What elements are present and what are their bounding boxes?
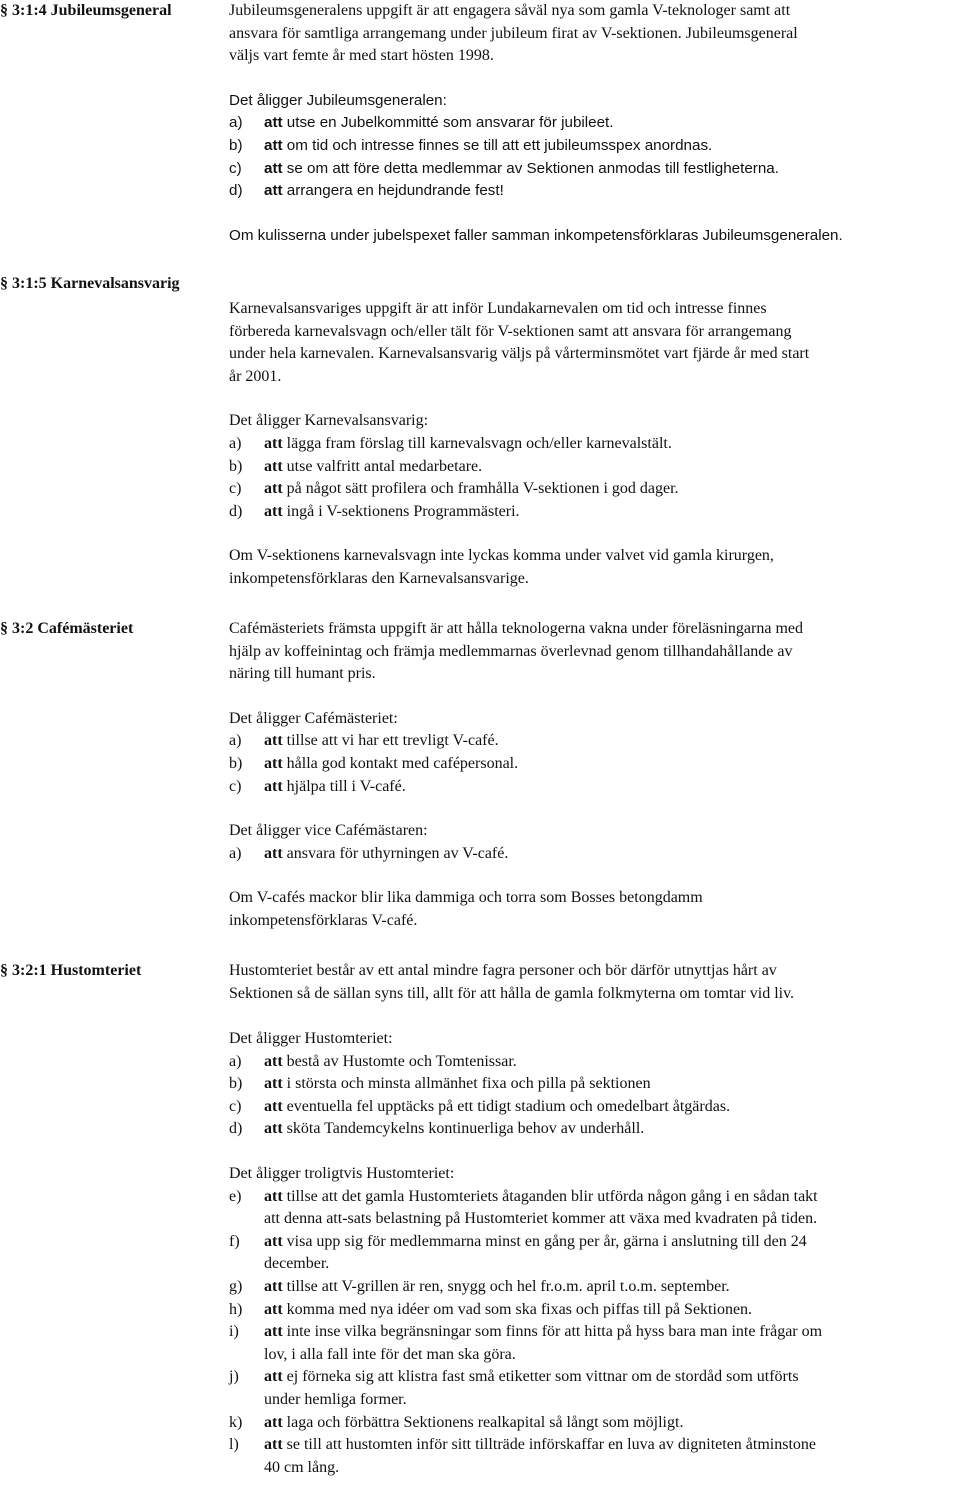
- section-heading: § 3:2:1 Hustomteriet: [0, 962, 142, 979]
- closing-line: Om V-sektionens karnevalsvagn inte lyckas komma under valvet vid gamla kirurgen,: [229, 547, 774, 565]
- list-item: c) att eventuella fel upptäcks på ett tidigt stadium och omedelbart åtgärdas.: [229, 1097, 731, 1115]
- list-item: c) att hjälpa till i V-café.: [229, 777, 406, 795]
- duties-title: Det åligger Cafémästeriet:: [229, 709, 398, 727]
- list-item: a) att lägga fram förslag till karnevalsvagn och/eller karnevalstält.: [229, 434, 672, 452]
- list-item: k) att laga och förbättra Sektionens realkapital så långt som möjligt.: [229, 1413, 684, 1431]
- intro-line: år 2001.: [229, 367, 282, 385]
- closing-text: Om kulisserna under jubelspexet faller samman inkompetensförklaras Jubileumsgeneralen.: [229, 226, 843, 244]
- section-body: [229, 960, 954, 1005]
- section-heading: § 3:1:5 Karnevalsansvarig: [0, 275, 180, 292]
- list-item: b) att i största och minsta allmänhet fixa och pilla på sektionen: [229, 1075, 651, 1093]
- list-item: b) att hålla god kontakt med cafépersonal.: [229, 754, 519, 772]
- list-item: j) att ej förneka sig att klistra fast små etiketter som vittnar om de stordåd som utförts under hemliga former.: [229, 1368, 799, 1408]
- intro-line: näring till humant pris.: [229, 665, 376, 683]
- intro-line: hjälp av koffeinintag och främja medlemmarnas överlevnad genom tillhandahållande av: [229, 642, 793, 660]
- section-body: [229, 0, 954, 247]
- section-body: [229, 618, 954, 933]
- section-heading: § 3:2 Cafémästeriet: [0, 620, 134, 637]
- list-item: l) att se till att hustomten inför sitt tillträde införskaffar en luva av digniteten åtminstone 40 cm lång.: [229, 1436, 817, 1476]
- closing-line: inkompetensförklaras V-café.: [229, 911, 418, 929]
- vice-duties-title: Det åligger vice Cafémästaren:: [229, 822, 428, 840]
- intro-line: förbereda karnevalsvagn och/eller tält för V-sektionen samt att ansvara för arrangemang: [229, 322, 792, 340]
- list-item: d) att arrangera en hejdundrande fest!: [229, 182, 504, 200]
- probable-duties-title: Det åligger troligtvis Hustomteriet:: [229, 1164, 455, 1182]
- list-item: a) att tillse att vi har ett trevligt V-café.: [229, 732, 499, 750]
- list-item: a) att ansvara för uthyrningen av V-café.: [229, 844, 509, 862]
- list-item: a) att bestå av Hustomte och Tomtenissar.: [229, 1052, 517, 1070]
- list-item: c) att på något sätt profilera och framhålla V-sektionen i god dager.: [229, 480, 679, 498]
- list-item: a) att utse en Jubelkommitté som ansvarar för jubileet.: [229, 114, 614, 132]
- list-item: b) att utse valfritt antal medarbetare.: [229, 457, 483, 475]
- intro-line: Sektionen så de sällan syns till, allt för att hålla de gamla folkmyterna om tomtar vid liv.: [229, 984, 795, 1002]
- section-heading: § 3:1:4 Jubileumsgeneral: [0, 2, 172, 19]
- closing-line: inkompetensförklaras den Karnevalsansvarige.: [229, 569, 529, 587]
- duties-title: Det åligger Hustomteriet:: [229, 1030, 393, 1047]
- list-item: d) att ingå i V-sektionens Programmästeri.: [229, 502, 520, 520]
- list-item: b) att om tid och intresse finnes se till att ett jubileumsspex anordnas.: [229, 136, 713, 154]
- intro-line: Cafémästeriets främsta uppgift är att hålla teknologerna vakna under föreläsningarna med: [229, 620, 803, 637]
- intro-line: väljs vart femte år med start hösten 1998.: [229, 47, 494, 65]
- list-item: g) att tillse att V-grillen är ren, snygg och hel fr.o.m. april t.o.m. september.: [229, 1277, 730, 1295]
- duties-block: [229, 1028, 959, 1479]
- list-item: e) att tillse att det gamla Hustomteriets åtaganden blir utförda någon gång i en sådan takt att denna att-sats belastning på Hustomteriet kommer att växa med kvadraten på tiden.: [229, 1187, 818, 1228]
- list-item: h) att komma med nya idéer om vad som ska fixas och piffas till på Sektionen.: [229, 1300, 753, 1318]
- intro-line: under hela karnevalen. Karnevalsansvarig väljs på vårterminsmötet vart fjärde år med start: [229, 345, 810, 363]
- closing-line: Om V-cafés mackor blir lika dammiga och torra som Bosses betongdamm: [229, 889, 703, 907]
- duties-title: Det åligger Karnevalsansvarig:: [229, 412, 429, 430]
- duties-title: Det åligger Jubileumsgeneralen:: [229, 91, 447, 109]
- intro-line: ansvara för samtliga arrangemang under jubileum firat av V-sektionen. Jubileumsgeneral: [229, 24, 798, 42]
- intro-line: Hustomteriet består av ett antal mindre fagra personer och bör därför utnyttjas hårt av: [229, 962, 777, 979]
- intro-line: Jubileumsgeneralens uppgift är att engagera såväl nya som gamla V-teknologer samt att: [229, 2, 791, 19]
- list-item: f) att visa upp sig för medlemmarna minst en gång per år, gärna i anslutning till den 24 december.: [229, 1232, 807, 1273]
- list-item: c) att se om att före detta medlemmar av Sektionen anmodas till festligheterna.: [229, 159, 779, 177]
- list-item: i) att inte inse vilka begränsningar som finns för att hitta på hyss bara man inte frågar om lov, i alla fall inte för det man ska göra.: [229, 1323, 823, 1363]
- section-body: [229, 298, 959, 591]
- intro-line: Karnevalsansvariges uppgift är att inför Lundakarnevalen om tid och intresse finnes: [229, 300, 767, 317]
- list-item: d) att sköta Tandemcykelns kontinuerliga behov av underhåll.: [229, 1120, 645, 1138]
